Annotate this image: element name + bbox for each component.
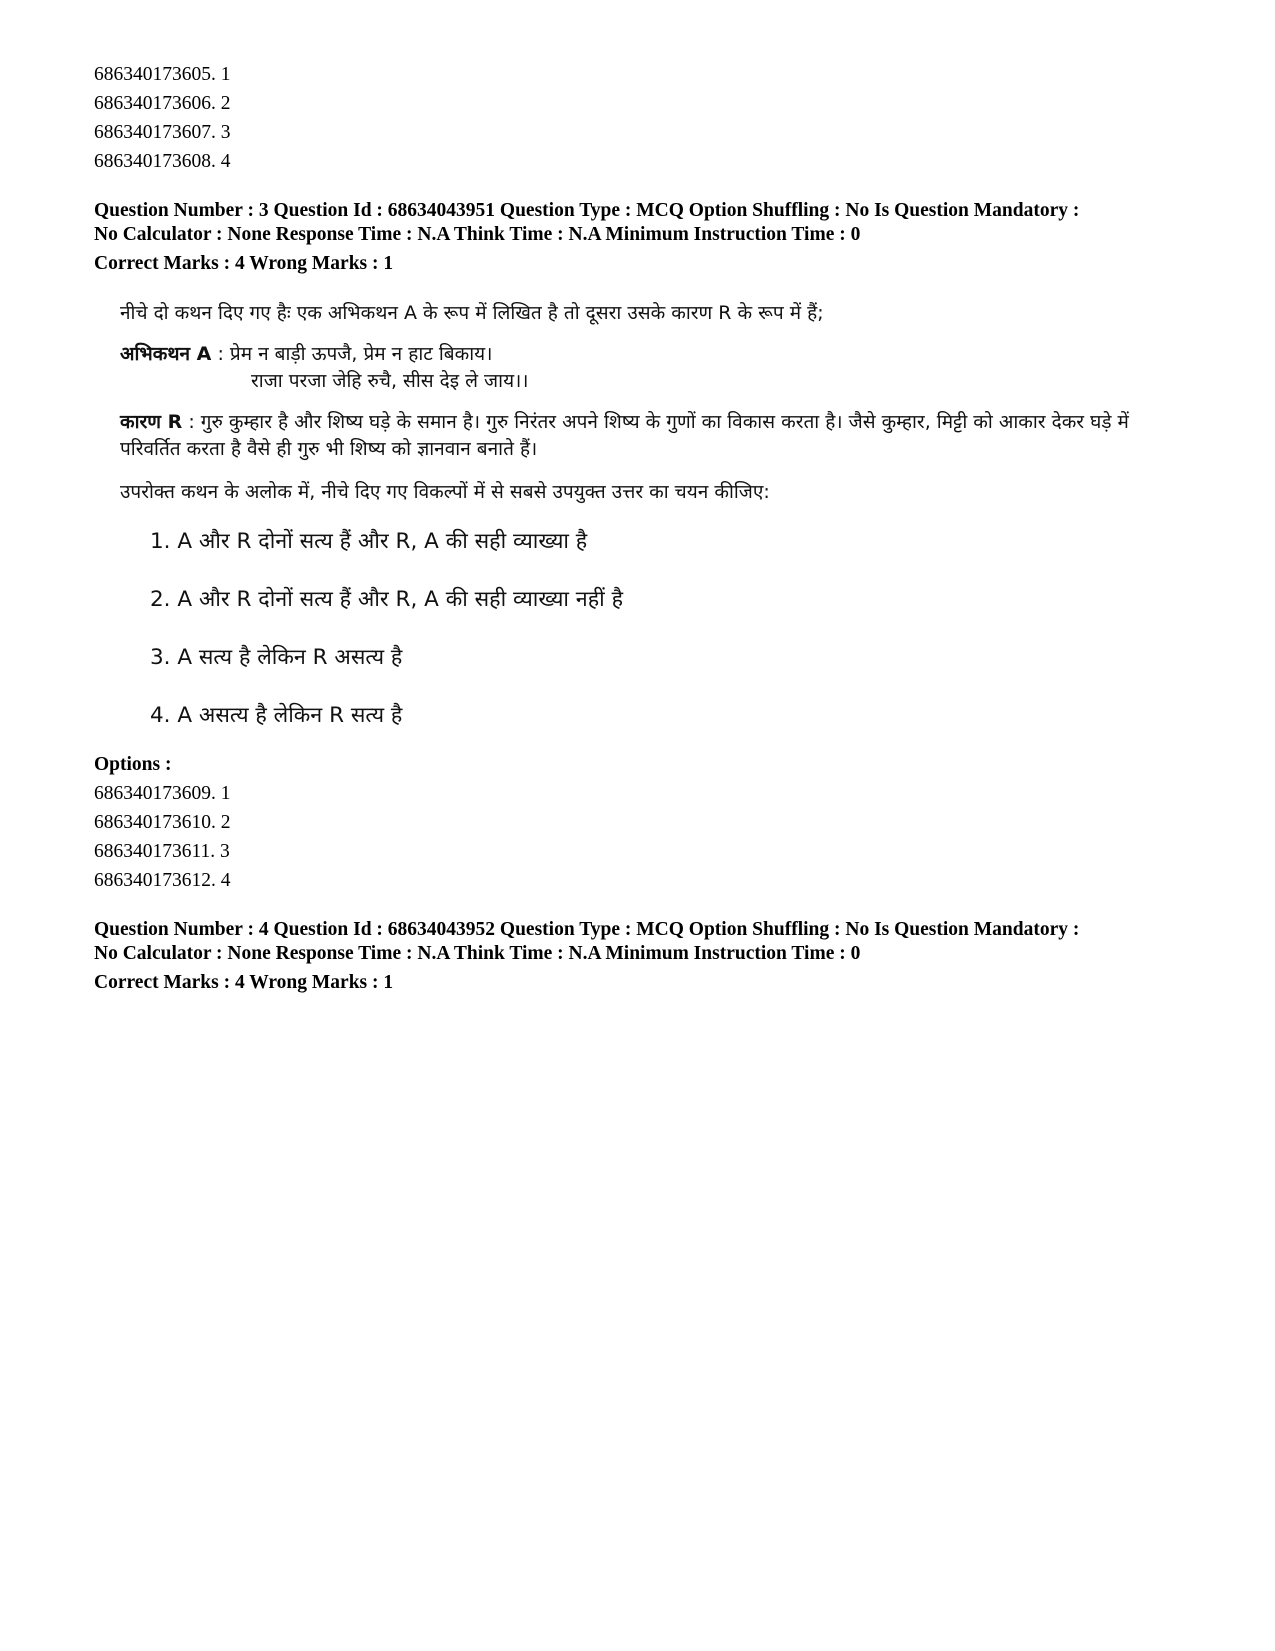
question-4-block [94, 918, 1194, 995]
question-header [94, 918, 1194, 966]
option-line: 686340173612. 4 [94, 870, 231, 891]
options-list [94, 779, 1194, 895]
answer-choice: 2. A और R दोनों सत्य हैं और R, A की सही व्याख्या नहीं है [150, 587, 623, 612]
question-intro: नीचे दो कथन दिए गए हैः एक अभिकथन A के रूप में लिखित है तो दूसरा उसके कारण R के रूप में हैं; [120, 302, 824, 324]
question-header [94, 199, 1194, 247]
question-header-line-1: Question Number : 3 Question Id : 68634043951 Question Type : MCQ Option Shuffling : No Is Question Mandatory : [94, 200, 1080, 221]
assertion-line-2: राजा परजा जेहि रुचै, सीस देइ ले जाय।। [251, 370, 529, 392]
question-instruction: उपरोक्त कथन के अलोक में, नीचे दिए गए विकल्पों में से सबसे उपयुक्त उत्तर का चयन कीजिए: [120, 481, 770, 503]
answer-choice: 3. A सत्य है लेकिन R असत्य है [150, 645, 403, 670]
assertion-line-1: : प्रेम न बाड़ी ऊपजै, प्रेम न हाट बिकाय। [211, 343, 493, 365]
option-line: 686340173605. 1 [94, 64, 231, 85]
document-page [94, 60, 1194, 995]
option-line: 686340173611. 3 [94, 841, 230, 862]
assertion-block [120, 341, 1194, 395]
question-marks: Correct Marks : 4 Wrong Marks : 1 [94, 253, 394, 274]
option-line: 686340173609. 1 [94, 783, 231, 804]
option-line: 686340173610. 2 [94, 812, 231, 833]
question-header-line-2: No Calculator : None Response Time : N.A Think Time : N.A Minimum Instruction Time : 0 [94, 943, 861, 964]
answer-choice: 1. A और R दोनों सत्य हैं और R, A की सही व्याख्या है [150, 529, 588, 554]
answer-choice: 4. A असत्य है लेकिन R सत्य है [150, 703, 403, 728]
question-body [120, 300, 1194, 732]
reason-label: कारण R [120, 411, 183, 433]
option-line: 686340173607. 3 [94, 122, 231, 143]
question-3-block [94, 199, 1194, 895]
reason-text: : गुरु कुम्हार है और शिष्य घड़े के समान है। गुरु निरंतर अपने शिष्य के गुणों का विकास करता है। जैसे कुम्हार, मिट्टी को आकार देकर घड़े में परिवर्तित करता है वैसे ही गुरु भी शिष्य को ज्ञानवान बनाते हैं। [120, 411, 1129, 460]
reason-block [120, 409, 1194, 463]
question-marks: Correct Marks : 4 Wrong Marks : 1 [94, 972, 394, 993]
question-header-line-1: Question Number : 4 Question Id : 68634043952 Question Type : MCQ Option Shuffling : No Is Question Mandatory : [94, 919, 1080, 940]
answer-choices [150, 526, 1194, 732]
option-line: 686340173606. 2 [94, 93, 231, 114]
option-line: 686340173608. 4 [94, 151, 231, 172]
options-label: Options : [94, 754, 172, 775]
question-header-line-2: No Calculator : None Response Time : N.A Think Time : N.A Minimum Instruction Time : 0 [94, 224, 861, 245]
assertion-label: अभिकथन A [120, 343, 212, 365]
previous-options-list [94, 60, 1194, 176]
